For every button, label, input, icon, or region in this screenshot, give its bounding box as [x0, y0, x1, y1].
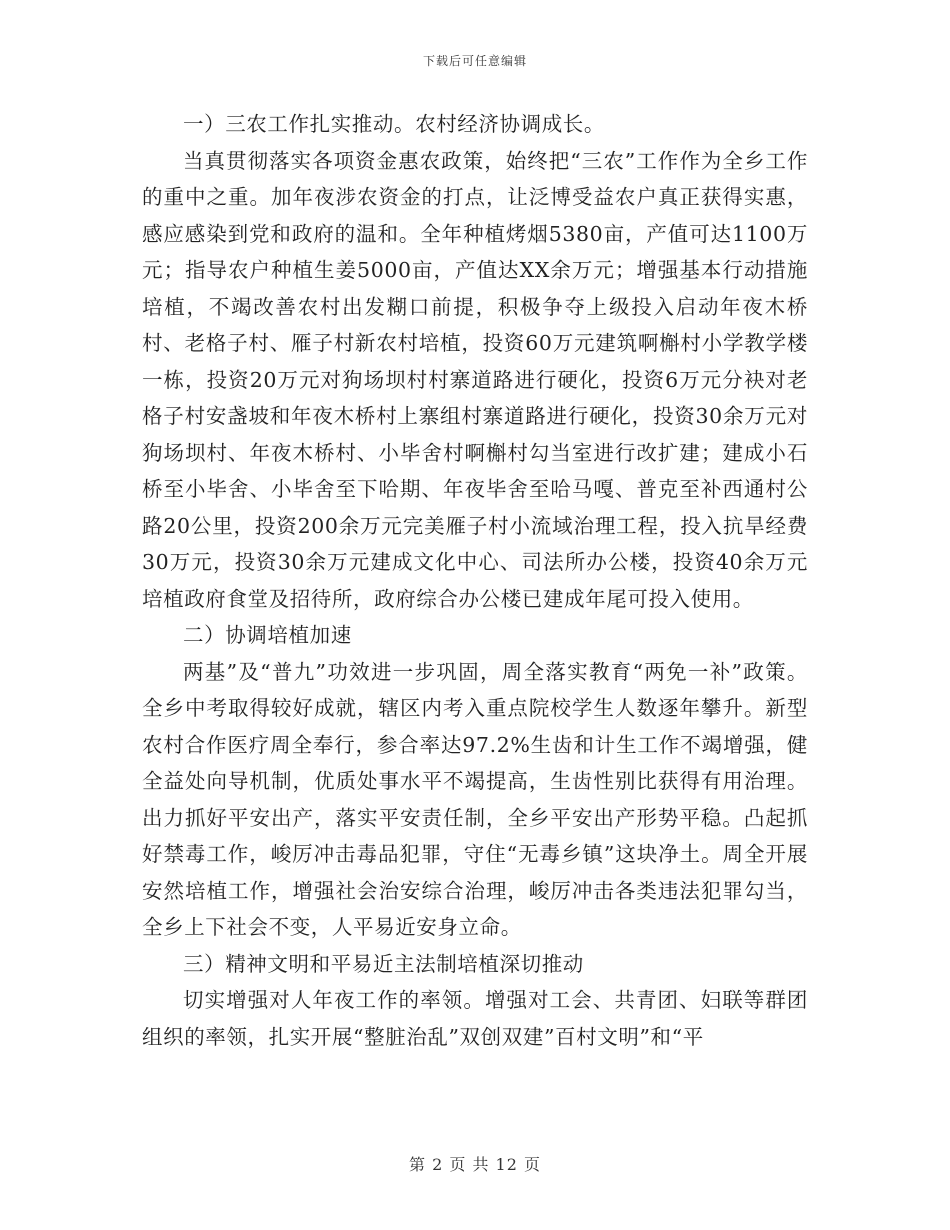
section-heading-1: 一）三农工作扎实推动。农村经济协调成长。 [183, 112, 605, 136]
document-body [142, 106, 808, 1055]
section-paragraph-1: 当真贯彻落实各项资金惠农政策，始终把“三农”工作作为全乡工作的重中之重。加年夜涉农资金的打点，让泛博受益农户真正获得实惠，感应感染到党和政府的温和。全年种植烤烟5380亩，产值可达1100万元；指导农户种植生姜5000亩，产值达XX余万元；增强基本行动措施培植，不竭改善农村出发糊口前提，积极争夺上级投入启动年夜木桥村、老格子村、雁子村新农村培植，投资60万元建筑啊槲村小学教学楼一栋，投资20万元对狗场坝村村寨道路进行硬化，投资6万元分袂对老格子村安盏坡和年夜木桥村上寨组村寨道路进行硬化，投资30余万元对狗场坝村、年夜木桥村、小毕舍村啊槲村勾当室进行改扩建；建成小石桥至小毕舍、小毕舍至下哈期、年夜毕舍至哈马嘎、普克至补西通村公路20公里，投资200余万元完美雁子村小流域治理工程，投入抗旱经费30万元，投资30余万元建成文化中心、司法所办公楼，投资40余万元培植政府食堂及招待所，政府综合办公楼已建成年尾可投入使用。 [142, 148, 808, 611]
page-number-footer: 第 2 页 共 12 页 [409, 1155, 541, 1174]
page-header-note: 下载后可任意编辑 [422, 54, 527, 68]
section-heading-2: 二）协调培植加速 [183, 623, 352, 647]
section-heading-3: 三）精神文明和平易近主法制培植深切推动 [183, 951, 584, 976]
section-paragraph-2: 两基”及“普九”功效进一步巩固，周全落实教育“两免一补”政策。全乡中考取得较好成就，辖区内考入重点院校学生人数逐年攀升。新型农村合作医疗周全奉行，参合率达97.2%生齿和计生工作不竭增强，健全益处向导机制，优质处事水平不竭提高，生齿性别比获得有用治理。出力抓好平安出产，落实平安责任制，全乡平安出产形势平稳。凸起抓好禁毒工作，峻厉冲击毒品犯罪，守住“无毒乡镇”这块净土。周全开展安然培植工作，增强社会治安综合治理，峻厉冲击各类违法犯罪勾当，全乡上下社会不变，人平易近安身立命。 [142, 659, 808, 939]
section-paragraph-3: 切实增强对人年夜工作的率领。增强对工会、共青团、妇联等群团组织的率领，扎实开展“整脏治乱”双创双建”百村文明”和“平 [142, 988, 808, 1049]
